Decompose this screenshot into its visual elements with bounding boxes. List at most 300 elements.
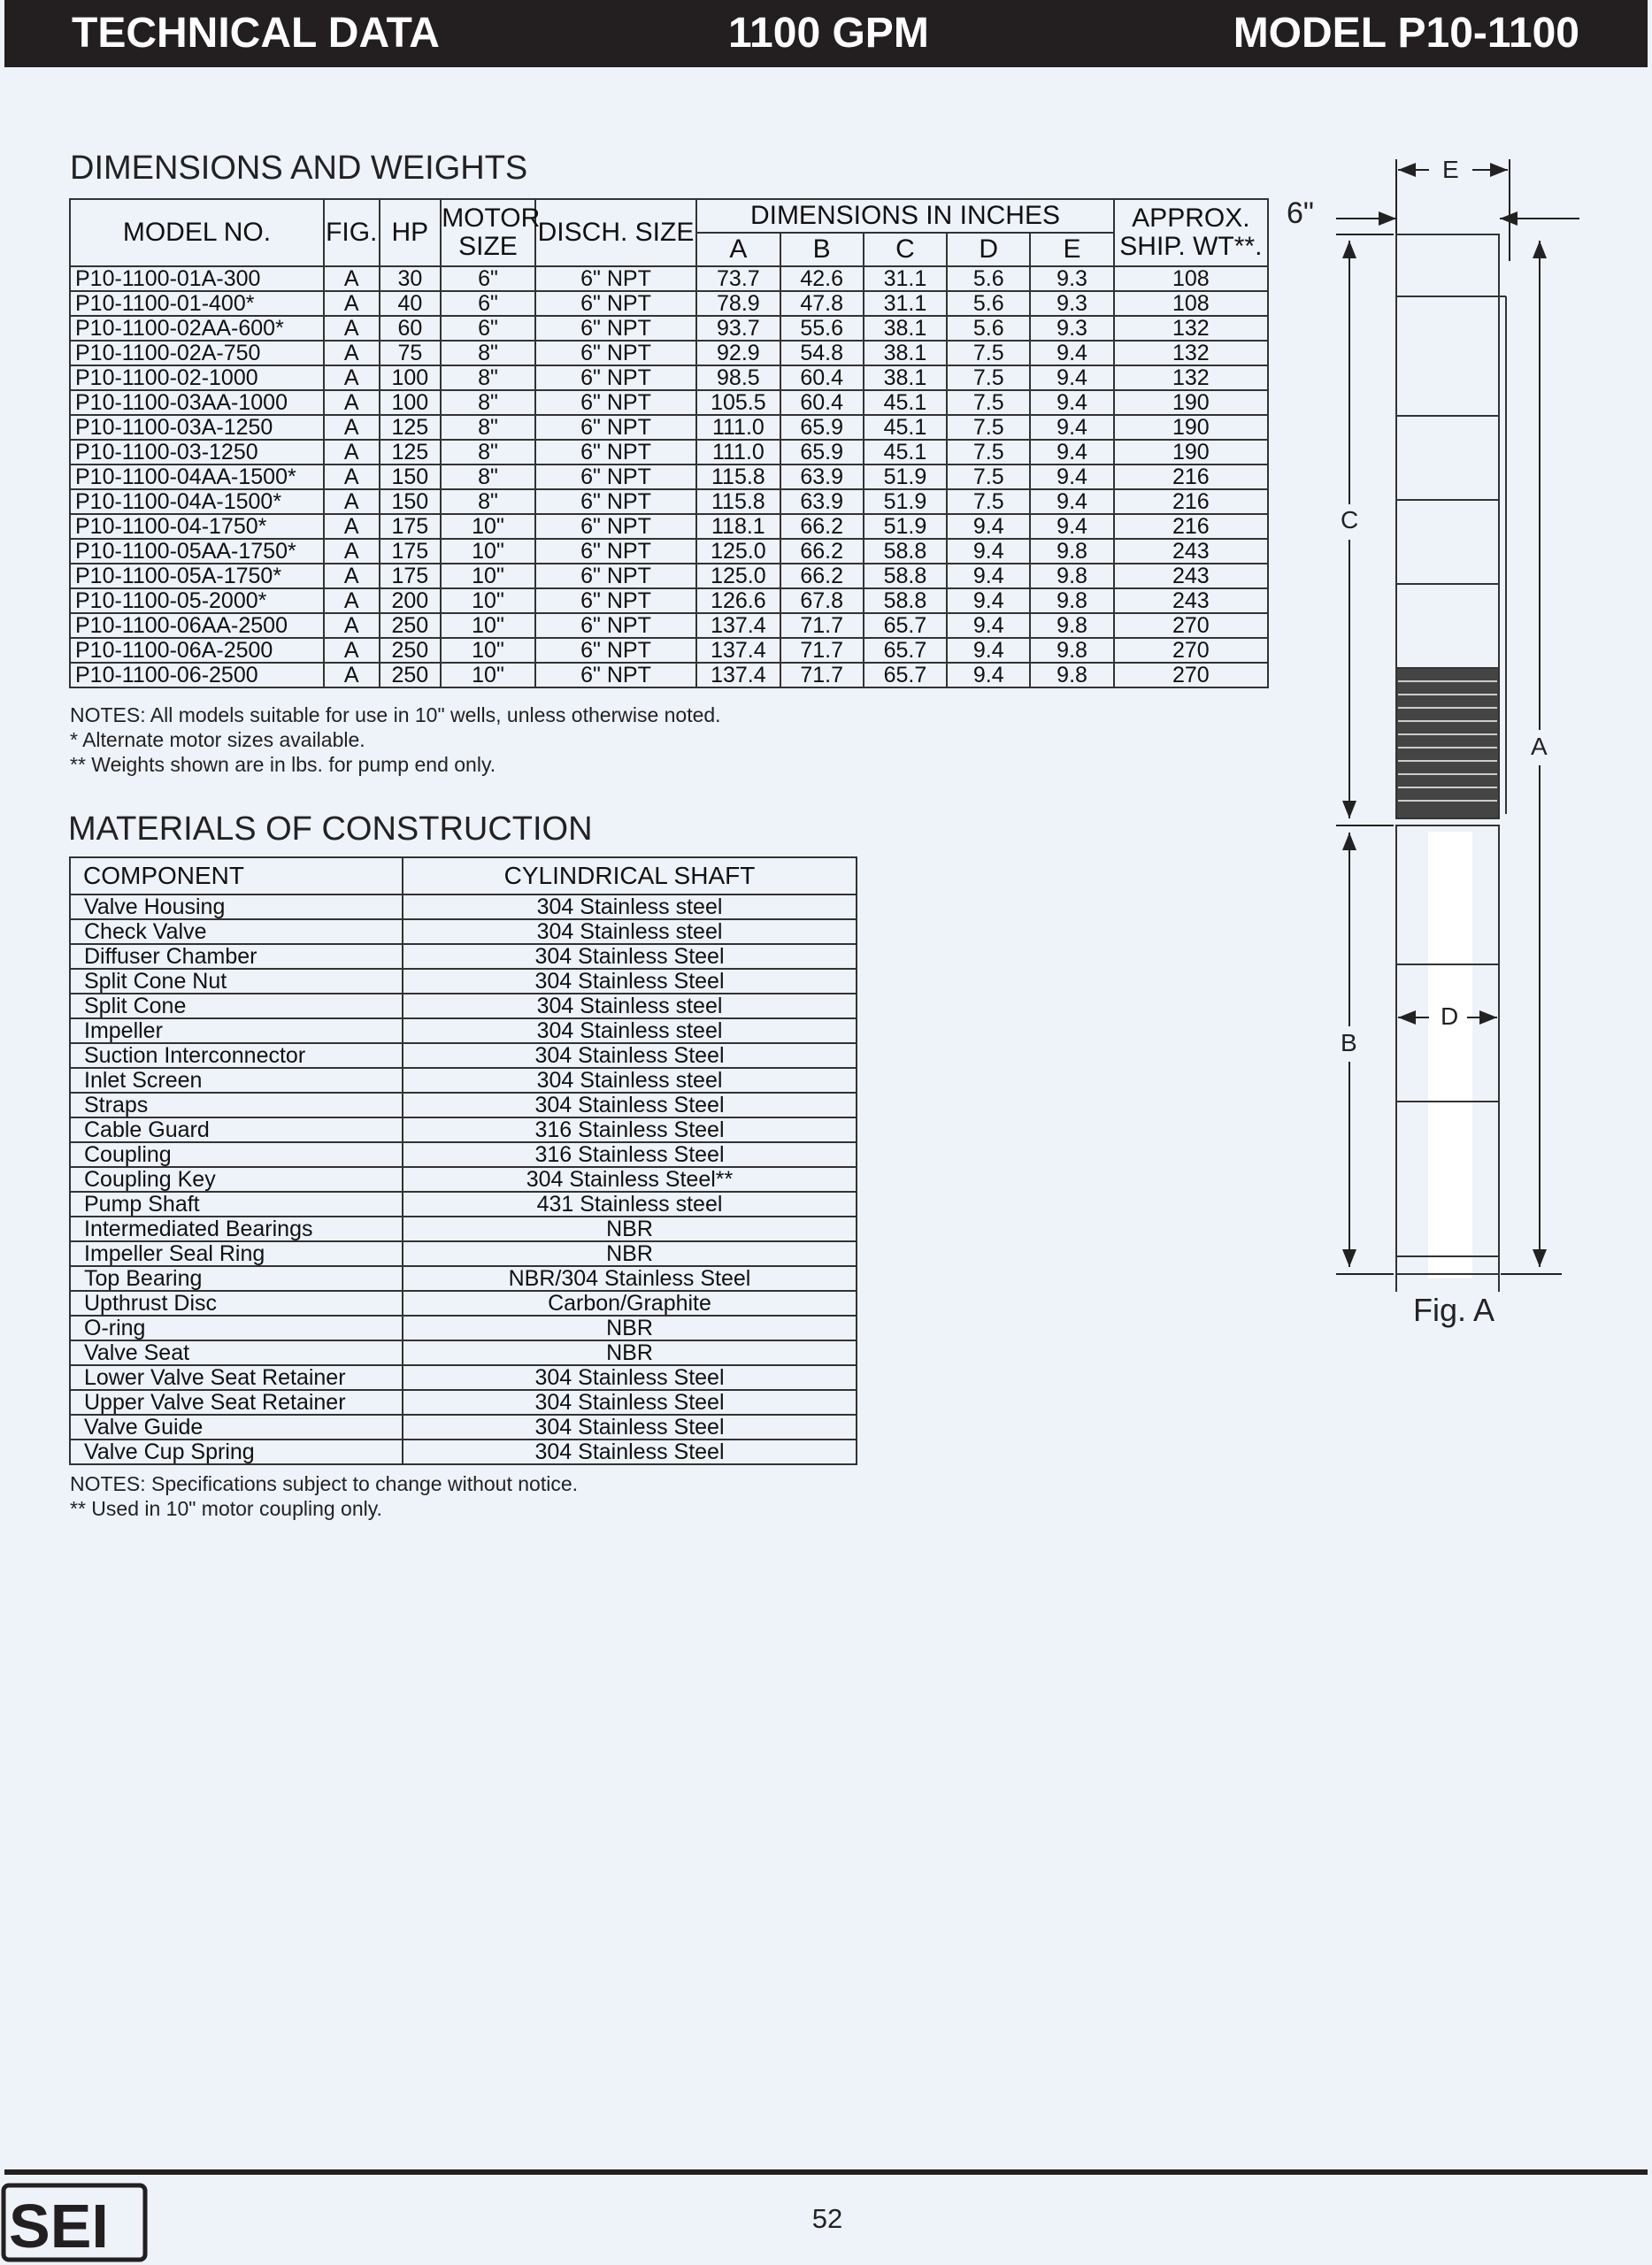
cell-b: 60.4 <box>780 390 864 415</box>
dimensions-table <box>69 198 1269 688</box>
cell-e: 9.3 <box>1030 316 1113 341</box>
dimensions-title: DIMENSIONS AND WEIGHTS <box>70 150 528 187</box>
cell-hp: 150 <box>380 465 442 489</box>
cell-motor-size: 8" <box>441 440 535 465</box>
cell-motor-size: 10" <box>441 564 535 588</box>
cell-e: 9.4 <box>1030 415 1113 440</box>
cell-e: 9.4 <box>1030 489 1113 514</box>
label-six-inch: 6" <box>1287 196 1314 230</box>
cell-material: 304 Stainless Steel <box>403 969 857 994</box>
cell-d: 9.4 <box>947 588 1030 613</box>
note-line: * Alternate motor sizes available. <box>70 728 365 751</box>
cell-c: 65.7 <box>864 663 947 687</box>
cell-d: 9.4 <box>947 613 1030 638</box>
cell-c: 45.1 <box>864 390 947 415</box>
note-line: ** Used in 10" motor coupling only. <box>70 1497 382 1520</box>
col-header-disch-size: DISCH. SIZE <box>535 199 696 266</box>
cell-hp: 40 <box>380 291 442 316</box>
cell-model: P10-1100-05A-1750* <box>70 564 324 588</box>
cell-a: 115.8 <box>696 465 780 489</box>
cell-disch-size: 6" NPT <box>535 514 696 539</box>
cell-motor-size: 8" <box>441 341 535 365</box>
cell-disch-size: 6" NPT <box>535 415 696 440</box>
cell-motor-size: 10" <box>441 638 535 663</box>
cell-component: Impeller Seal Ring <box>70 1241 403 1266</box>
note-line: ** Weights shown are in lbs. for pump end only. <box>70 753 496 776</box>
cell-component: Diffuser Chamber <box>70 944 403 969</box>
cell-motor-size: 10" <box>441 514 535 539</box>
table-row <box>70 1192 857 1217</box>
col-header-weight: APPROX. SHIP. WT**. <box>1114 199 1268 266</box>
cell-b: 47.8 <box>780 291 864 316</box>
cell-material: NBR <box>403 1217 857 1241</box>
table-row <box>70 894 857 919</box>
cell-c: 51.9 <box>864 489 947 514</box>
table-row <box>70 1217 857 1241</box>
cell-d: 7.5 <box>947 390 1030 415</box>
table-row <box>70 1142 857 1167</box>
table-row <box>70 1340 857 1365</box>
col-header-a: A <box>696 233 780 266</box>
table-row <box>70 1018 857 1043</box>
cell-c: 31.1 <box>864 291 947 316</box>
cell-a: 118.1 <box>696 514 780 539</box>
cell-e: 9.8 <box>1030 638 1113 663</box>
cell-b: 71.7 <box>780 663 864 687</box>
cell-model: P10-1100-05AA-1750* <box>70 539 324 564</box>
note-line: NOTES: All models suitable for use in 10" wells, unless otherwise noted. <box>70 703 721 726</box>
cell-model: P10-1100-06AA-2500 <box>70 613 324 638</box>
cell-fig: A <box>324 291 380 316</box>
cell-disch-size: 6" NPT <box>535 663 696 687</box>
cell-material: 304 Stainless Steel** <box>403 1167 857 1192</box>
cell-a: 111.0 <box>696 440 780 465</box>
cell-c: 31.1 <box>864 266 947 291</box>
page-header <box>4 0 1648 67</box>
cell-material: 304 Stainless Steel <box>403 944 857 969</box>
materials-notes <box>70 1471 578 1521</box>
cell-weight: 243 <box>1114 588 1268 613</box>
cell-e: 9.8 <box>1030 564 1113 588</box>
cell-disch-size: 6" NPT <box>535 564 696 588</box>
table-row <box>70 1117 857 1142</box>
col-header-b: B <box>780 233 864 266</box>
cell-weight: 132 <box>1114 365 1268 390</box>
col-header-motor-size: MOTOR SIZE <box>441 199 535 266</box>
cell-d: 7.5 <box>947 440 1030 465</box>
cell-b: 66.2 <box>780 514 864 539</box>
cell-component: Upthrust Disc <box>70 1291 403 1316</box>
cell-a: 78.9 <box>696 291 780 316</box>
cell-fig: A <box>324 341 380 365</box>
cell-model: P10-1100-03-1250 <box>70 440 324 465</box>
cell-a: 111.0 <box>696 415 780 440</box>
cell-d: 5.6 <box>947 266 1030 291</box>
cell-material: 304 Stainless steel <box>403 994 857 1018</box>
cell-e: 9.3 <box>1030 266 1113 291</box>
cell-material: 304 Stainless steel <box>403 919 857 944</box>
cell-d: 7.5 <box>947 489 1030 514</box>
cell-a: 98.5 <box>696 365 780 390</box>
cell-disch-size: 6" NPT <box>535 266 696 291</box>
cell-component: Valve Housing <box>70 894 403 919</box>
cell-b: 66.2 <box>780 564 864 588</box>
col-header-material: CYLINDRICAL SHAFT <box>403 857 857 894</box>
table-row <box>70 539 1268 564</box>
cell-hp: 125 <box>380 415 442 440</box>
col-header-dimensions-group: DIMENSIONS IN INCHES <box>696 199 1114 233</box>
cell-fig: A <box>324 613 380 638</box>
cell-d: 7.5 <box>947 341 1030 365</box>
cell-component: Inlet Screen <box>70 1068 403 1093</box>
cell-b: 67.8 <box>780 588 864 613</box>
cell-weight: 270 <box>1114 663 1268 687</box>
cell-c: 65.7 <box>864 613 947 638</box>
cell-fig: A <box>324 390 380 415</box>
cell-a: 115.8 <box>696 489 780 514</box>
cell-material: 304 Stainless Steel <box>403 1440 857 1464</box>
cell-component: Split Cone <box>70 994 403 1018</box>
cell-material: 304 Stainless steel <box>403 1018 857 1043</box>
label-c: C <box>1341 506 1359 534</box>
cell-component: Cable Guard <box>70 1117 403 1142</box>
cell-d: 9.4 <box>947 638 1030 663</box>
cell-weight: 243 <box>1114 539 1268 564</box>
table-row <box>70 564 1268 588</box>
pump-figure <box>1274 142 1628 1345</box>
col-header-d: D <box>947 233 1030 266</box>
cell-a: 105.5 <box>696 390 780 415</box>
cell-material: 304 Stainless steel <box>403 1068 857 1093</box>
cell-c: 45.1 <box>864 415 947 440</box>
cell-hp: 30 <box>380 266 442 291</box>
cell-fig: A <box>324 564 380 588</box>
cell-weight: 190 <box>1114 390 1268 415</box>
cell-model: P10-1100-04AA-1500* <box>70 465 324 489</box>
cell-e: 9.8 <box>1030 613 1113 638</box>
table-row <box>70 415 1268 440</box>
cell-a: 73.7 <box>696 266 780 291</box>
cell-disch-size: 6" NPT <box>535 489 696 514</box>
figure-caption: Fig. A <box>1413 1292 1495 1328</box>
label-b: B <box>1341 1029 1357 1056</box>
cell-weight: 216 <box>1114 465 1268 489</box>
cell-fig: A <box>324 365 380 390</box>
cell-component: O-ring <box>70 1316 403 1340</box>
cell-hp: 250 <box>380 613 442 638</box>
table-row <box>70 969 857 994</box>
cell-hp: 100 <box>380 390 442 415</box>
cell-material: 431 Stainless steel <box>403 1192 857 1217</box>
cell-material: 304 Stainless Steel <box>403 1093 857 1117</box>
cell-material: NBR <box>403 1241 857 1266</box>
cell-hp: 125 <box>380 440 442 465</box>
cell-c: 58.8 <box>864 539 947 564</box>
table-row <box>70 1093 857 1117</box>
table-row <box>70 588 1268 613</box>
cell-component: Upper Valve Seat Retainer <box>70 1390 403 1415</box>
table-row <box>70 465 1268 489</box>
cell-a: 125.0 <box>696 539 780 564</box>
table-row <box>70 1068 857 1093</box>
cell-e: 9.8 <box>1030 663 1113 687</box>
cell-model: P10-1100-06-2500 <box>70 663 324 687</box>
cell-a: 126.6 <box>696 588 780 613</box>
label-a: A <box>1531 733 1548 760</box>
cell-c: 51.9 <box>864 514 947 539</box>
col-header-e: E <box>1030 233 1113 266</box>
cell-e: 9.4 <box>1030 514 1113 539</box>
cell-hp: 250 <box>380 638 442 663</box>
table-row <box>70 489 1268 514</box>
cell-weight: 243 <box>1114 564 1268 588</box>
svg-text:SEI: SEI <box>9 2192 109 2261</box>
cell-motor-size: 8" <box>441 415 535 440</box>
table-row <box>70 266 1268 291</box>
header-flow-rate: 1100 GPM <box>728 10 929 57</box>
cell-disch-size: 6" NPT <box>535 613 696 638</box>
cell-disch-size: 6" NPT <box>535 588 696 613</box>
label-e: E <box>1442 156 1459 183</box>
cell-material: 304 Stainless Steel <box>403 1365 857 1390</box>
table-row <box>70 365 1268 390</box>
cell-e: 9.3 <box>1030 291 1113 316</box>
table-row <box>70 919 857 944</box>
cell-weight: 216 <box>1114 514 1268 539</box>
cell-motor-size: 8" <box>441 489 535 514</box>
cell-material: NBR <box>403 1340 857 1365</box>
materials-table <box>69 856 857 1465</box>
cell-model: P10-1100-05-2000* <box>70 588 324 613</box>
cell-hp: 75 <box>380 341 442 365</box>
table-row <box>70 1266 857 1291</box>
cell-component: Pump Shaft <box>70 1192 403 1217</box>
cell-hp: 175 <box>380 564 442 588</box>
cell-weight: 270 <box>1114 613 1268 638</box>
cell-disch-size: 6" NPT <box>535 465 696 489</box>
cell-hp: 250 <box>380 663 442 687</box>
table-row <box>70 390 1268 415</box>
label-d: D <box>1441 1002 1459 1030</box>
cell-a: 92.9 <box>696 341 780 365</box>
cell-component: Suction Interconnector <box>70 1043 403 1068</box>
table-row <box>70 1365 857 1390</box>
cell-b: 71.7 <box>780 638 864 663</box>
cell-b: 65.9 <box>780 440 864 465</box>
cell-component: Valve Guide <box>70 1415 403 1440</box>
cell-fig: A <box>324 514 380 539</box>
cell-model: P10-1100-02AA-600* <box>70 316 324 341</box>
cell-material: Carbon/Graphite <box>403 1291 857 1316</box>
table-row <box>70 944 857 969</box>
sei-logo <box>0 2182 149 2263</box>
cell-b: 55.6 <box>780 316 864 341</box>
cell-model: P10-1100-04A-1500* <box>70 489 324 514</box>
cell-motor-size: 8" <box>441 390 535 415</box>
cell-disch-size: 6" NPT <box>535 638 696 663</box>
cell-model: P10-1100-01A-300 <box>70 266 324 291</box>
cell-motor-size: 10" <box>441 588 535 613</box>
note-line: NOTES: Specifications subject to change without notice. <box>70 1472 579 1495</box>
cell-component: Check Valve <box>70 919 403 944</box>
cell-hp: 200 <box>380 588 442 613</box>
cell-a: 137.4 <box>696 613 780 638</box>
table-row <box>70 316 1268 341</box>
cell-component: Valve Seat <box>70 1340 403 1365</box>
cell-motor-size: 10" <box>441 613 535 638</box>
cell-d: 9.4 <box>947 663 1030 687</box>
cell-d: 5.6 <box>947 291 1030 316</box>
cell-component: Lower Valve Seat Retainer <box>70 1365 403 1390</box>
cell-fig: A <box>324 489 380 514</box>
table-row <box>70 1415 857 1440</box>
cell-weight: 270 <box>1114 638 1268 663</box>
cell-component: Straps <box>70 1093 403 1117</box>
cell-disch-size: 6" NPT <box>535 291 696 316</box>
cell-material: 304 Stainless Steel <box>403 1043 857 1068</box>
cell-weight: 132 <box>1114 341 1268 365</box>
cell-b: 60.4 <box>780 365 864 390</box>
c-b-dimension <box>1336 234 1394 1274</box>
cell-b: 42.6 <box>780 266 864 291</box>
cell-material: 304 Stainless steel <box>403 894 857 919</box>
table-row <box>70 663 1268 687</box>
cell-disch-size: 6" NPT <box>535 316 696 341</box>
table-row <box>70 1390 857 1415</box>
table-row <box>70 1440 857 1464</box>
cell-motor-size: 10" <box>441 539 535 564</box>
cell-fig: A <box>324 663 380 687</box>
cell-fig: A <box>324 316 380 341</box>
cell-weight: 190 <box>1114 440 1268 465</box>
cell-material: 316 Stainless Steel <box>403 1117 857 1142</box>
dimensions-notes <box>70 703 721 777</box>
cell-b: 54.8 <box>780 341 864 365</box>
cell-model: P10-1100-03A-1250 <box>70 415 324 440</box>
cell-b: 65.9 <box>780 415 864 440</box>
cell-component: Top Bearing <box>70 1266 403 1291</box>
cell-hp: 175 <box>380 514 442 539</box>
cell-c: 65.7 <box>864 638 947 663</box>
cell-d: 9.4 <box>947 539 1030 564</box>
cell-component: Intermediated Bearings <box>70 1217 403 1241</box>
cell-model: P10-1100-02-1000 <box>70 365 324 390</box>
cell-model: P10-1100-01-400* <box>70 291 324 316</box>
pump-drawing <box>1274 142 1628 1292</box>
cell-b: 63.9 <box>780 489 864 514</box>
table-row <box>70 1241 857 1266</box>
cell-disch-size: 6" NPT <box>535 440 696 465</box>
cell-e: 9.4 <box>1030 341 1113 365</box>
cell-component: Coupling <box>70 1142 403 1167</box>
cell-disch-size: 6" NPT <box>535 341 696 365</box>
cell-hp: 175 <box>380 539 442 564</box>
cell-c: 38.1 <box>864 341 947 365</box>
cell-material: 304 Stainless Steel <box>403 1415 857 1440</box>
cell-fig: A <box>324 266 380 291</box>
cell-a: 93.7 <box>696 316 780 341</box>
cell-e: 9.4 <box>1030 465 1113 489</box>
cell-motor-size: 6" <box>441 266 535 291</box>
materials-title: MATERIALS OF CONSTRUCTION <box>68 810 593 848</box>
cell-component: Coupling Key <box>70 1167 403 1192</box>
pump-body <box>1396 234 1506 1292</box>
cell-d: 9.4 <box>947 514 1030 539</box>
col-header-hp: HP <box>380 199 442 266</box>
cell-material: NBR <box>403 1316 857 1340</box>
cell-hp: 60 <box>380 316 442 341</box>
cell-d: 7.5 <box>947 465 1030 489</box>
cell-c: 58.8 <box>864 588 947 613</box>
table-row <box>70 1043 857 1068</box>
cell-d: 7.5 <box>947 415 1030 440</box>
cell-e: 9.4 <box>1030 365 1113 390</box>
cell-c: 58.8 <box>864 564 947 588</box>
cell-weight: 108 <box>1114 291 1268 316</box>
cell-model: P10-1100-02A-750 <box>70 341 324 365</box>
cell-motor-size: 6" <box>441 291 535 316</box>
cell-component: Impeller <box>70 1018 403 1043</box>
cell-c: 38.1 <box>864 365 947 390</box>
cell-b: 66.2 <box>780 539 864 564</box>
table-row <box>70 291 1268 316</box>
cell-weight: 108 <box>1114 266 1268 291</box>
table-row <box>70 514 1268 539</box>
cell-hp: 150 <box>380 489 442 514</box>
cell-weight: 132 <box>1114 316 1268 341</box>
cell-d: 9.4 <box>947 564 1030 588</box>
cell-weight: 216 <box>1114 489 1268 514</box>
cell-motor-size: 6" <box>441 316 535 341</box>
table-row <box>70 994 857 1018</box>
cell-e: 9.4 <box>1030 390 1113 415</box>
cell-material: NBR/304 Stainless Steel <box>403 1266 857 1291</box>
cell-fig: A <box>324 465 380 489</box>
cell-hp: 100 <box>380 365 442 390</box>
header-model: MODEL P10-1100 <box>1233 10 1579 57</box>
cell-c: 51.9 <box>864 465 947 489</box>
cell-material: 304 Stainless Steel <box>403 1390 857 1415</box>
cell-a: 137.4 <box>696 638 780 663</box>
cell-b: 71.7 <box>780 613 864 638</box>
table-row <box>70 440 1268 465</box>
cell-component: Valve Cup Spring <box>70 1440 403 1464</box>
col-header-c: C <box>864 233 947 266</box>
cell-a: 137.4 <box>696 663 780 687</box>
cell-e: 9.8 <box>1030 588 1113 613</box>
cell-c: 38.1 <box>864 316 947 341</box>
col-header-model: MODEL NO. <box>70 199 324 266</box>
table-row <box>70 638 1268 663</box>
header-title: TECHNICAL DATA <box>72 10 440 57</box>
cell-model: P10-1100-06A-2500 <box>70 638 324 663</box>
cell-e: 9.4 <box>1030 440 1113 465</box>
cell-fig: A <box>324 415 380 440</box>
cell-model: P10-1100-03AA-1000 <box>70 390 324 415</box>
cell-disch-size: 6" NPT <box>535 365 696 390</box>
col-header-fig: FIG. <box>324 199 380 266</box>
cell-fig: A <box>324 539 380 564</box>
cell-material: 316 Stainless Steel <box>403 1142 857 1167</box>
table-row <box>70 1167 857 1192</box>
cell-motor-size: 8" <box>441 365 535 390</box>
table-row <box>70 613 1268 638</box>
cell-disch-size: 6" NPT <box>535 390 696 415</box>
cell-model: P10-1100-04-1750* <box>70 514 324 539</box>
cell-motor-size: 8" <box>441 465 535 489</box>
cell-d: 5.6 <box>947 316 1030 341</box>
cell-component: Split Cone Nut <box>70 969 403 994</box>
